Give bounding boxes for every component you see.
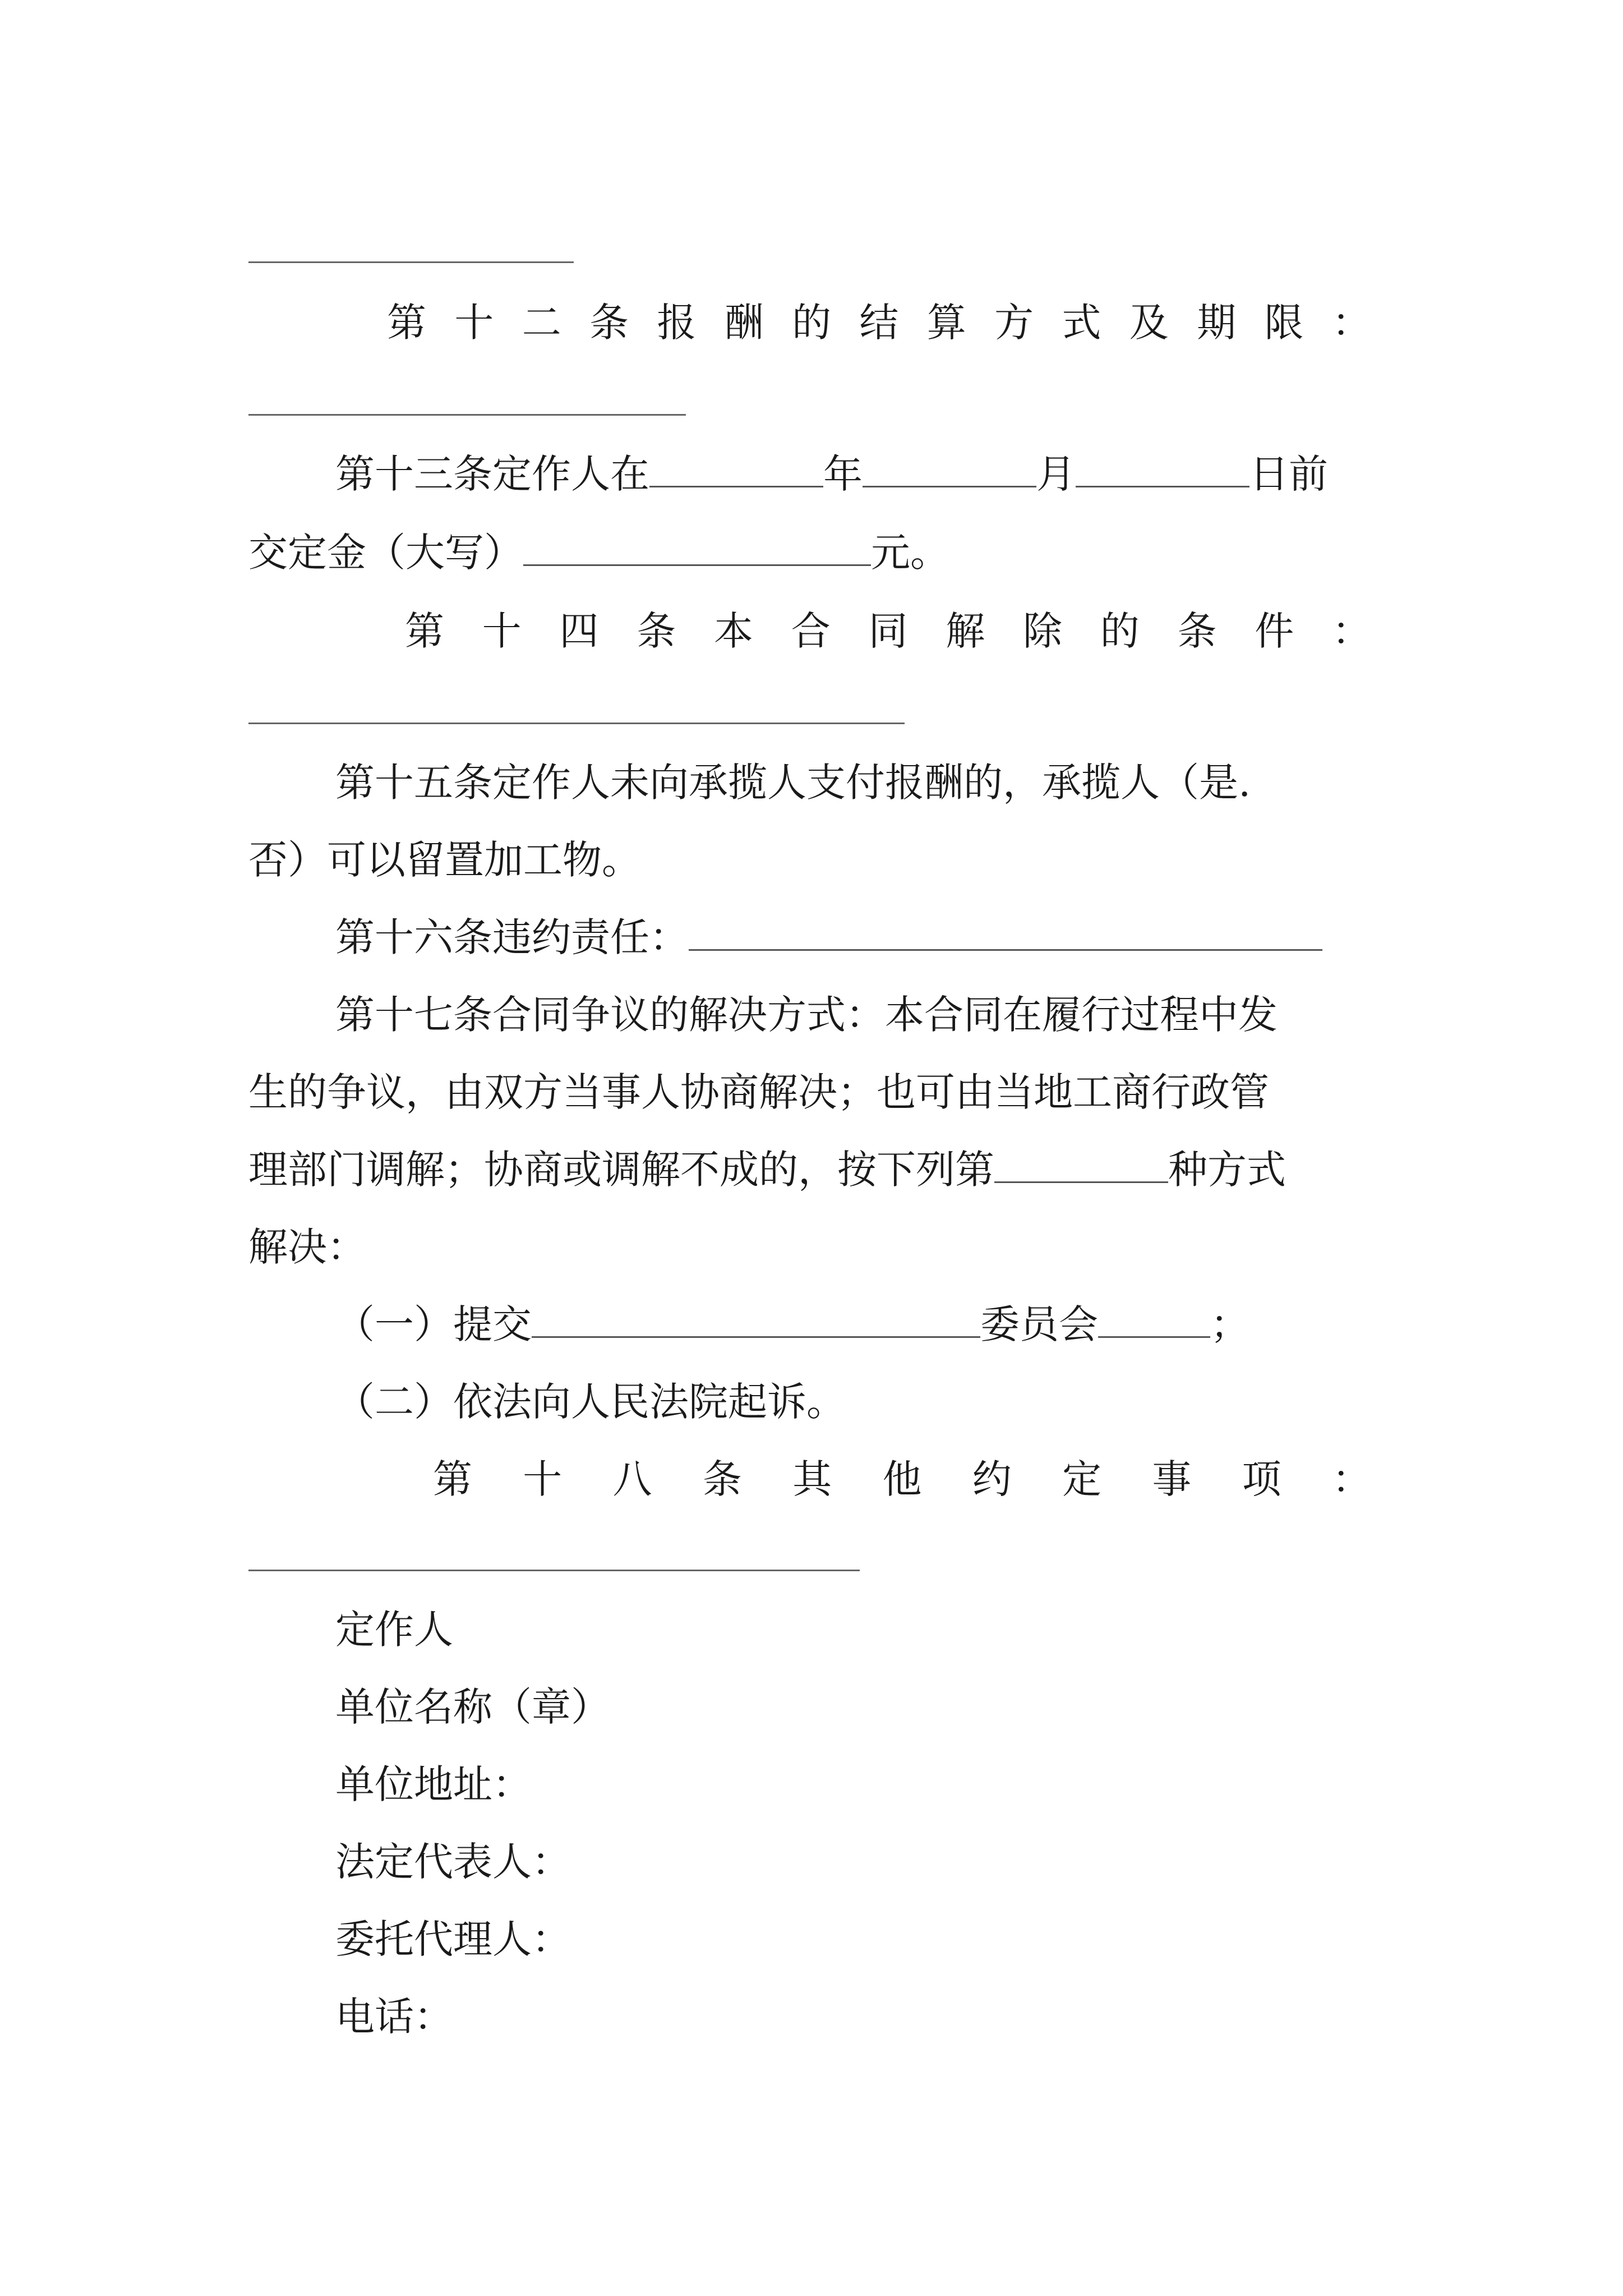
article-17-line-3: 理部门调解；协商或调解不成的，按下列第 种方式	[248, 1139, 1286, 1200]
heading-char: 合	[791, 608, 831, 654]
heading-char: 期	[1197, 300, 1237, 346]
article-15-line-1: 第十五条定作人未向承揽人支付报酬的，承揽人（是.	[335, 760, 1251, 806]
heading-char: 他	[882, 1456, 922, 1502]
heading-char: 八	[612, 1456, 652, 1502]
article-14-heading	[405, 600, 1371, 662]
dispute-option-2: （二）依法向人民法院起诉。	[335, 1379, 846, 1425]
blank-line-top	[248, 261, 574, 263]
heading-char: 的	[1100, 608, 1140, 654]
article-18-blank	[248, 1570, 860, 1571]
article-16: 第十六条违约责任：	[335, 907, 1322, 968]
arbitration-body-blank[interactable]	[532, 1295, 980, 1338]
heading-char: 项	[1242, 1456, 1281, 1502]
heading-char: 限	[1264, 300, 1304, 346]
article-18-heading	[433, 1448, 1371, 1510]
breach-liability-blank[interactable]	[689, 908, 1322, 951]
heading-char: ：	[1332, 608, 1371, 654]
heading-char: 报	[657, 300, 697, 346]
heading-char: 十	[523, 1456, 562, 1502]
committee-blank[interactable]	[1098, 1295, 1210, 1338]
signature-unit-name: 单位名称（章）	[335, 1684, 610, 1730]
month-blank[interactable]	[863, 444, 1036, 487]
heading-char: 条	[1177, 608, 1217, 654]
signature-legal-rep: 法定代表人：	[335, 1839, 571, 1885]
heading-char: 算	[926, 300, 966, 346]
heading-char: 事	[1152, 1456, 1192, 1502]
heading-char: 十	[482, 608, 522, 654]
article-12-blank	[248, 414, 686, 416]
heading-char: 除	[1023, 608, 1062, 654]
heading-char: 条	[637, 608, 676, 654]
deposit-amount-blank[interactable]	[523, 523, 871, 566]
heading-char: 定	[1062, 1456, 1102, 1502]
heading-char: 十	[454, 300, 494, 346]
heading-char: 二	[522, 300, 561, 346]
article-13-line-1: 第十三条定作人在 年 月 日前	[335, 443, 1328, 505]
heading-char: 及	[1129, 300, 1169, 346]
heading-char: 第	[387, 300, 426, 346]
dispute-option-blank[interactable]	[994, 1140, 1168, 1183]
signature-unit-address: 单位地址：	[335, 1761, 532, 1807]
article-13-line-2: 交定金（大写） 元。	[248, 522, 949, 583]
heading-char: 本	[714, 608, 753, 654]
signature-phone: 电话：	[335, 1994, 453, 2040]
heading-char: 其	[792, 1456, 832, 1502]
heading-char: ：	[1331, 1456, 1371, 1502]
heading-char: 条	[702, 1456, 742, 1502]
heading-char: 方	[994, 300, 1034, 346]
article-12-heading	[387, 292, 1371, 353]
heading-char: 四	[559, 608, 599, 654]
signature-agent: 委托代理人：	[335, 1916, 571, 1962]
year-blank[interactable]	[649, 444, 823, 487]
heading-char: 式	[1062, 300, 1101, 346]
heading-char: 约	[972, 1456, 1012, 1502]
heading-char: 条	[589, 300, 629, 346]
day-blank[interactable]	[1076, 444, 1249, 487]
signature-party: 定作人	[335, 1607, 453, 1653]
heading-char: ：	[1331, 300, 1371, 346]
heading-char: 第	[405, 608, 444, 654]
article-17-line-2: 生的争议，由双方当事人协商解决；也可由当地工商行政管	[248, 1069, 1269, 1115]
heading-char: 第	[433, 1456, 472, 1502]
article-14-blank	[248, 723, 905, 724]
heading-char: 件	[1255, 608, 1294, 654]
heading-char: 同	[868, 608, 908, 654]
heading-char: 的	[792, 300, 832, 346]
heading-char: 解	[946, 608, 985, 654]
heading-char: 结	[859, 300, 899, 346]
dispute-option-1: （一）提交 委员会 ；	[335, 1294, 1249, 1355]
article-15-line-2: 否）可以留置加工物。	[248, 837, 641, 883]
article-17-line-4: 解决：	[248, 1224, 366, 1270]
heading-char: 酬	[724, 300, 764, 346]
article-17-line-1: 第十七条合同争议的解决方式：本合同在履行过程中发	[335, 992, 1278, 1038]
